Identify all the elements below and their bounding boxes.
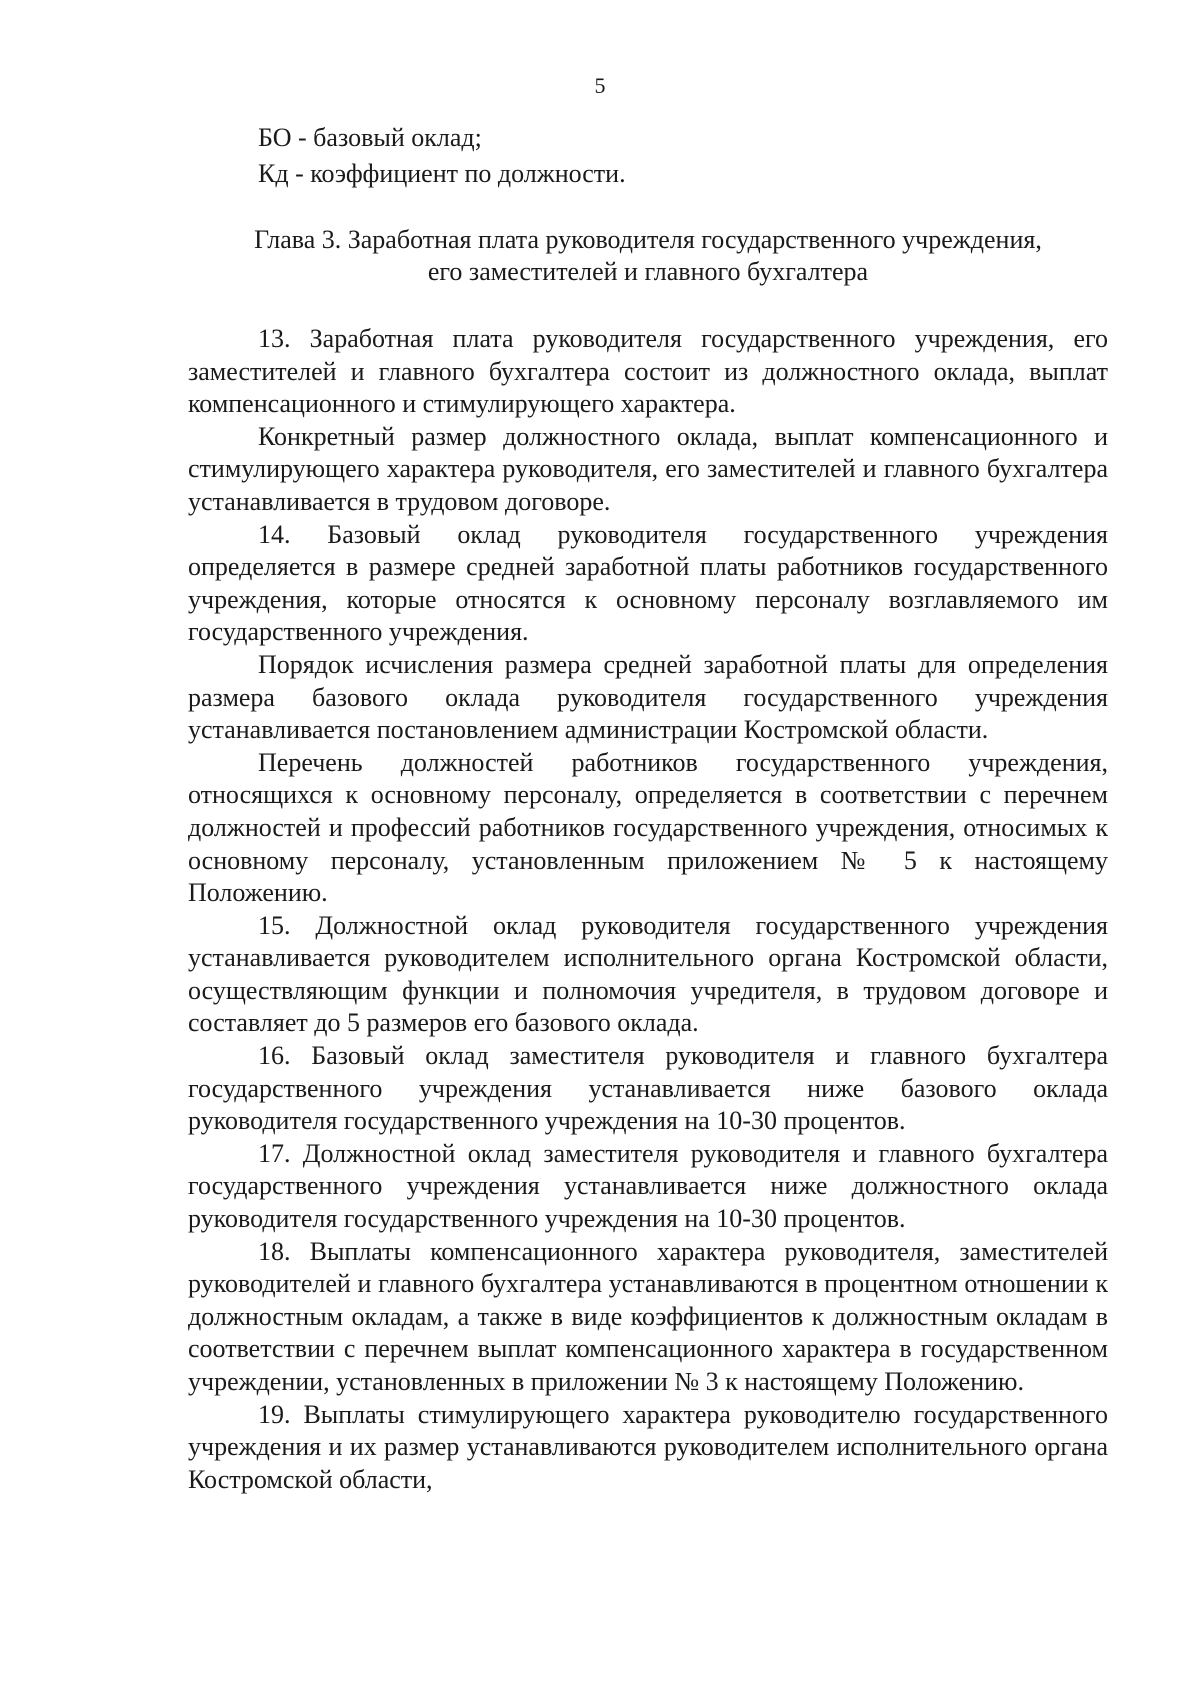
definitions <box>258 120 1108 192</box>
chapter-heading <box>188 224 1108 288</box>
paragraph-13: 13. Заработная плата руководителя государственного учреждения, его заместителей и главного бухгалтера состоит из должностного оклада, выплат компенсационного и стимулирующего характера. <box>188 324 1108 419</box>
paragraph-16: 16. Базовый оклад заместителя руководителя и главного бухгалтера государственного учреждения устанавливается ниже базового оклада руководителя государственного учреждения на 10-30 процентов. <box>188 1041 1108 1136</box>
paragraph-19: 19. Выплаты стимулирующего характера руководителю государственного учреждения и их размер устанавливаются руководителем исполнительного органа Костромской области, <box>188 1399 1108 1494</box>
chapter-heading-line-2: его заместителей и главного бухгалтера <box>427 257 869 286</box>
paragraph-15: 15. Должностной оклад руководителя государственного учреждения устанавливается руководителем исполнительного органа Костромской области, осуществляющим функции и полномочия учредителя, в трудовом договоре и составляет до 5 размеров его базового оклада. <box>188 910 1108 1038</box>
chapter-heading-line-1: Глава 3. Заработная плата руководителя государственного учреждения, <box>254 225 1042 254</box>
paragraph-13-specific-size: Конкретный размер должностного оклада, выплат компенсационного и стимулирующего характера руководителя, его заместителей и главного бухгалтера устанавливается в трудовом договоре. <box>188 421 1108 516</box>
paragraph-14-calculation-order: Порядок исчисления размера средней заработной платы для определения размера базового оклада руководителя государственного учреждения устанавливается постановлением администрации Костромской области. <box>188 649 1108 745</box>
paragraph-17: 17. Должностной оклад заместителя руководителя и главного бухгалтера государственного учреждения устанавливается ниже должностного оклада руководителя государственного учреждения на 10-30 процентов. <box>188 1138 1108 1234</box>
definition-bo: БО - базовый оклад; <box>258 123 482 152</box>
page-number: 5 <box>594 73 606 98</box>
paragraph-18: 18. Выплаты компенсационного характера руководителя, заместителей руководителей и главного бухгалтера устанавливаются в процентном отношении к должностным окладам, а также в виде коэффициентов к должностным окладам в соответствии с перечнем выплат компенсационного характера в государственном учреждении, установленных в приложении № 3 к настоящему Положению. <box>188 1236 1108 1396</box>
body-text <box>188 323 1108 1496</box>
definition-kd: Кд - коэффициент по должности. <box>258 159 626 188</box>
paragraph-14: 14. Базовый оклад руководителя государственного учреждения определяется в размере средней заработной платы работников государственного учреждения, которые относятся к основному персоналу возглавляемого им государственного учреждения. <box>188 519 1108 647</box>
paragraph-14-positions-list: Перечень должностей работников государственного учреждения, относящихся к основному персоналу, определяется в соответствии с перечнем должностей и профессий работников государственного учреждения, относимых к основному персоналу, установленным приложением № 5 к настоящему Положению. <box>188 747 1108 908</box>
